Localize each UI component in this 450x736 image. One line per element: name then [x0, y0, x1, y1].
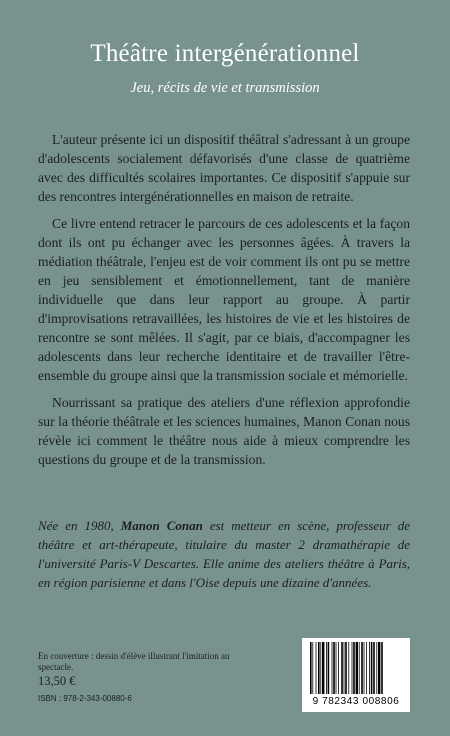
- author-bio: [38, 516, 410, 592]
- description-paragraph-1: L'auteur présente ici un dispositif théâtral s'adressant à un groupe d'adolescents socialement défavorisés d'une classe de quatrième avec des difficultés scolaires importantes. Ce dispositif s'appuie sur des rencontres intergénérationnelles en maison de retraite.: [38, 132, 410, 204]
- book-subtitle: Jeu, récits de vie et transmission: [130, 80, 320, 96]
- description: [38, 130, 410, 477]
- bio-intro: Née en 1980,: [38, 518, 121, 533]
- author-name: Manon Conan: [120, 518, 203, 533]
- isbn: ISBN : 978-2-343-00880-6: [38, 694, 132, 703]
- barcode: [302, 638, 410, 712]
- barcode-number: 9 782343 008806: [312, 696, 400, 707]
- bio-text: est metteur en scène, professeur de théâtre et art-thérapeute, titulaire du master 2 dramathérapie de l'université Paris-V Descartes. Elle anime des ateliers théâtre à Paris, en région parisienne et dans l'Oise depuis une dizaine d'années.: [38, 518, 410, 590]
- description-paragraph-3: Nourrissant sa pratique des ateliers d'une réflexion approfondie sur la théorie théâtrale et les sciences humaines, Manon Conan nous révèle ici comment le théâtre nous aide à mieux comprendre les questions du groupe et de la transmission.: [38, 395, 410, 467]
- barcode-bars: [308, 642, 404, 696]
- description-paragraph-2: Ce livre entend retracer le parcours de ces adolescents et la façon dont ils ont pu échanger avec les personnes âgées. À travers la médiation théâtrale, l'enjeu est de voir comment ils ont pu se mettre en jeu sensiblement et émotionnellement, tant de manière individuelle que dans leur rapport au groupe. À partir d'improvisations retravaillées, les histoires de vie et les histoires de rencontre se sont mêlées. Il s'agit, par ce biais, d'accompagner les adolescents dans leur recherche identitaire et de travailler l'être-ensemble du groupe ainsi que la transmission sociale et mémorielle.: [38, 216, 410, 383]
- cover-credit: En couverture : dessin d'élève illustrant l'imitation au spectacle.: [38, 651, 230, 672]
- price: 13,50 €: [38, 674, 76, 688]
- book-title: Théâtre intergénérationnel: [90, 40, 360, 67]
